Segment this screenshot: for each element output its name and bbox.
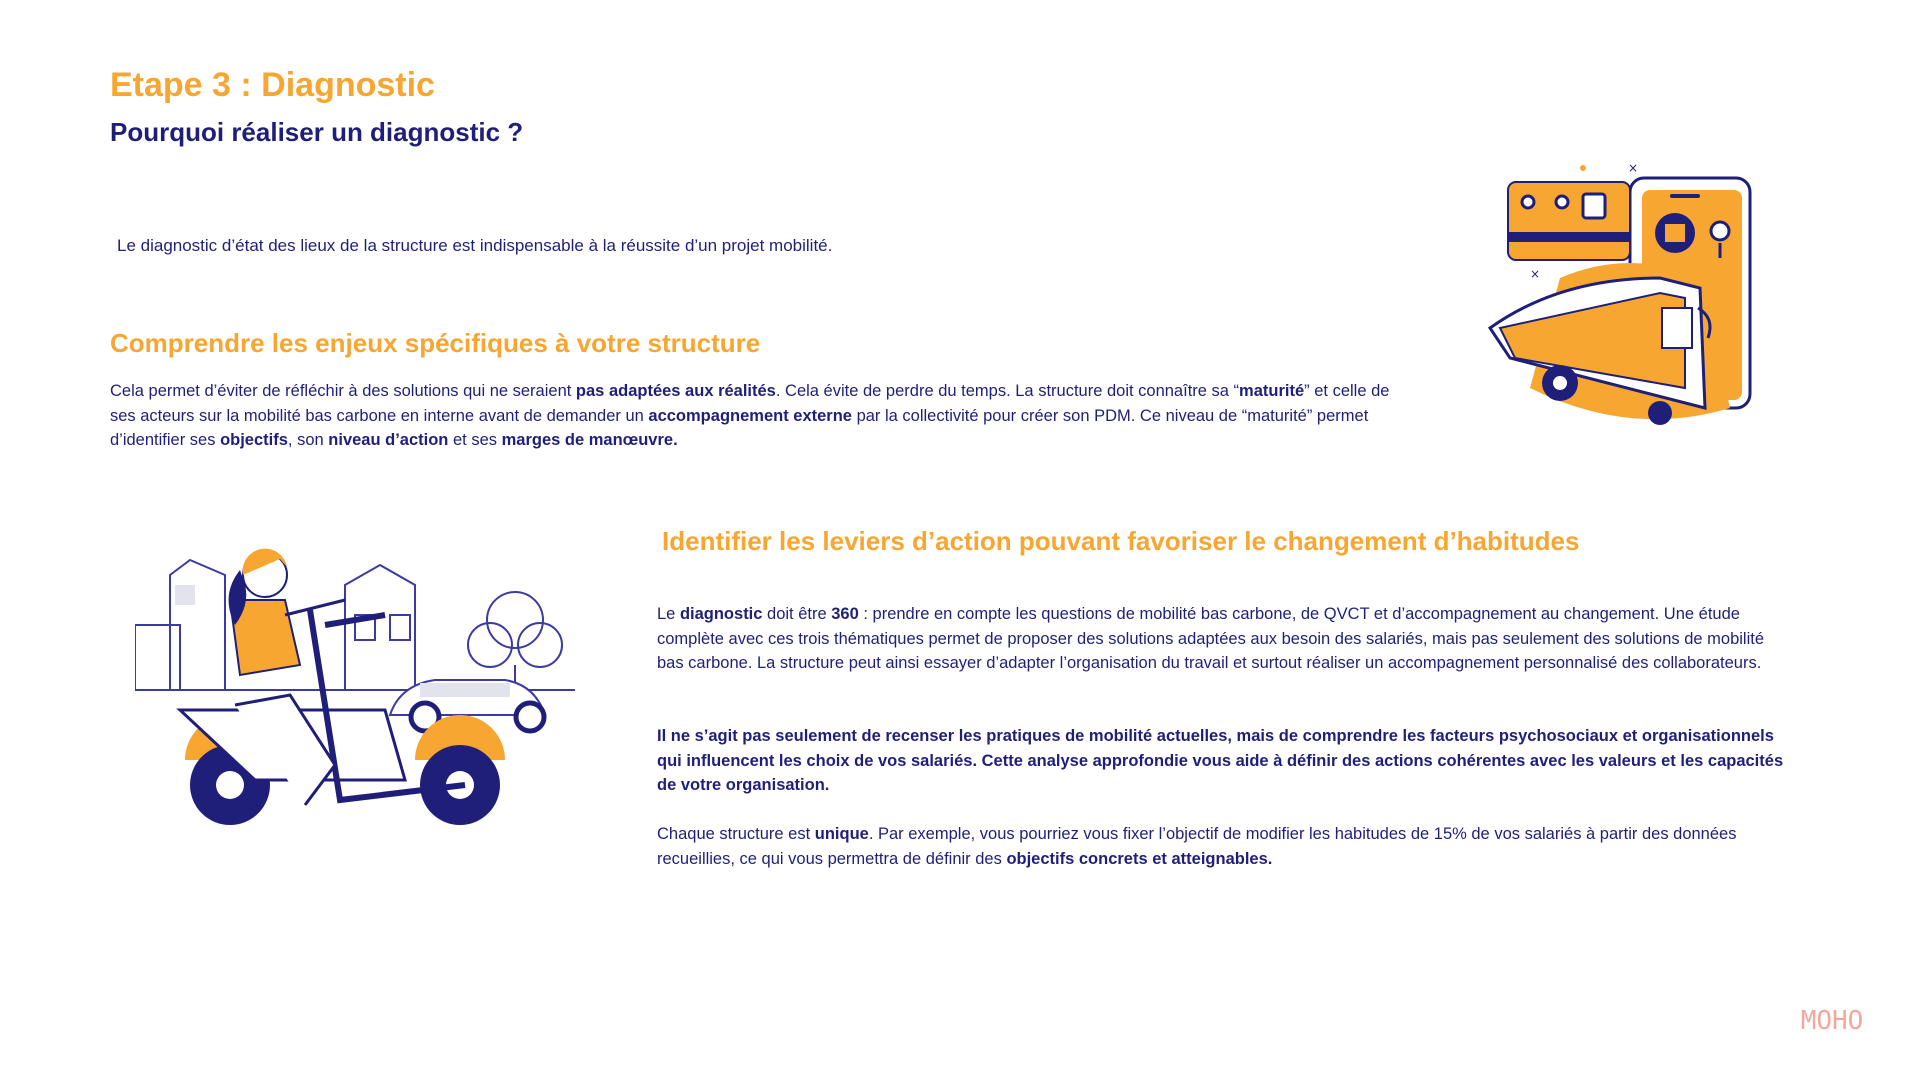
svg-text:×: × (1628, 161, 1639, 175)
section2-paragraph-3: Chaque structure est unique. Par exemple, vous pourriez vous fixer l’objectif de modifier les habitudes de 15% de vos salariés à partir des données recueillies, ce qui vous permettra de définir des objectifs concrets et atteignables. (657, 825, 1737, 868)
section1-paragraph: Cela permet d’éviter de réfléchir à des solutions qui ne seraient pas adaptées aux réalités. Cela évite de perdre du temps. La structure doit connaître sa “maturité” et celle de ses acteurs sur la mobilité bas carbone en interne avant de demander un accompagnement externe par la collectivité pour créer son PDM. Ce niveau de “maturité” permet d’identifier ses objectifs, son niveau d’action et ses marges de manœuvre. (110, 382, 1390, 449)
moho-logo (1798, 979, 1866, 1044)
svg-text:×: × (1530, 267, 1541, 281)
logo-wordmark: MOHO (1800, 1006, 1864, 1036)
section2-paragraph-2: Il ne s’agit pas seulement de recenser les pratiques de mobilité actuelles, mais de comprendre les facteurs psychosociaux et organisationnels qui influencent les choix de vos salariés. Cette analyse approfondie vous aide à définir des actions cohérentes avec les valeurs et les capacités de votre organisation. (657, 727, 1784, 794)
page-subtitle: Pourquoi réaliser un diagnostic ? (110, 117, 524, 147)
section2-paragraph-1: Le diagnostic doit être 360 : prendre en compte les questions de mobilité bas carbone, de QVCT et d’accompagnement au changement. Une étude complète avec ces trois thématiques permet de proposer des solutions adaptées aux besoin des salariés, mais pas seulement des solutions de mobilité bas carbone. La structure peut ainsi essayer d’adapter l’organisation du travail et surtout réaliser un accompagnement personnalisé des collaborateurs. (657, 605, 1765, 672)
bus-transit-illustration (1470, 158, 1770, 438)
page-title: Etape 3 : Diagnostic (110, 66, 435, 104)
intro-text: Le diagnostic d’état des lieux de la structure est indispensable à la réussite d’un projet mobilité. (117, 236, 833, 255)
section1-heading: Comprendre les enjeux spécifiques à votre structure (110, 328, 761, 358)
scooter-rider-illustration (135, 545, 585, 845)
section2-heading: Identifier les leviers d’action pouvant favoriser le changement d’habitudes (662, 526, 1580, 556)
